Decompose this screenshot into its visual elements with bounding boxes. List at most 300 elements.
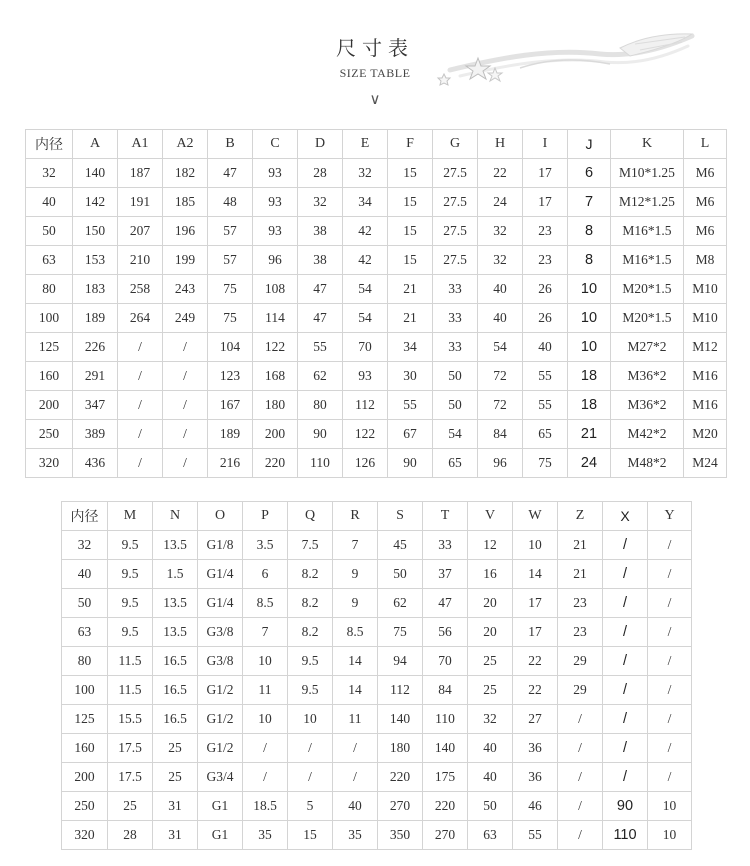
table-cell: M8 — [684, 246, 727, 275]
table-cell: / — [163, 449, 208, 478]
column-header: K — [611, 130, 684, 159]
table-cell: 55 — [388, 391, 433, 420]
table-cell: 55 — [513, 821, 558, 850]
table-row — [62, 705, 692, 734]
table-cell: 15.5 — [108, 705, 153, 734]
table-cell: 8 — [568, 246, 611, 275]
table-row — [62, 647, 692, 676]
table-cell: 84 — [423, 676, 468, 705]
table-cell: 75 — [378, 618, 423, 647]
table-cell: 15 — [288, 821, 333, 850]
table-cell: 32 — [62, 531, 108, 560]
table-cell: 100 — [26, 304, 73, 333]
table-cell: 10 — [288, 705, 333, 734]
table-cell: 27.5 — [433, 188, 478, 217]
table-cell: 32 — [468, 705, 513, 734]
table-cell: 25 — [153, 734, 198, 763]
table-cell: 196 — [163, 217, 208, 246]
table-cell: 18 — [568, 391, 611, 420]
column-header: 内径 — [62, 502, 108, 531]
table-cell: 142 — [73, 188, 118, 217]
table-cell: 126 — [343, 449, 388, 478]
table-cell: 11 — [333, 705, 378, 734]
table-cell: 48 — [208, 188, 253, 217]
table-cell: 25 — [468, 676, 513, 705]
table-cell: 29 — [558, 676, 603, 705]
table-cell: 5 — [288, 792, 333, 821]
table-cell: 32 — [26, 159, 73, 188]
table-cell: M48*2 — [611, 449, 684, 478]
table-cell: 220 — [423, 792, 468, 821]
table-cell: 249 — [163, 304, 208, 333]
table-cell: 220 — [378, 763, 423, 792]
table-cell: / — [333, 763, 378, 792]
table-cell: 62 — [378, 589, 423, 618]
table-cell: 270 — [423, 821, 468, 850]
table-cell: 8 — [568, 217, 611, 246]
table-cell: 8.5 — [243, 589, 288, 618]
table-cell: 54 — [478, 333, 523, 362]
table-cell: / — [118, 391, 163, 420]
column-header: R — [333, 502, 378, 531]
table-cell: 42 — [343, 246, 388, 275]
table-cell: 112 — [378, 676, 423, 705]
table-cell: 200 — [62, 763, 108, 792]
table-cell: / — [118, 420, 163, 449]
page-header — [0, 0, 750, 120]
table-cell: M24 — [684, 449, 727, 478]
table-cell: M27*2 — [611, 333, 684, 362]
table-cell: 47 — [423, 589, 468, 618]
table-cell: 123 — [208, 362, 253, 391]
table-cell: 17.5 — [108, 763, 153, 792]
table-cell: 291 — [73, 362, 118, 391]
table-cell: 50 — [433, 391, 478, 420]
table-cell: G3/8 — [198, 618, 243, 647]
table-cell: / — [603, 560, 648, 589]
table-cell: 62 — [298, 362, 343, 391]
table-cell: / — [603, 589, 648, 618]
table-row — [26, 275, 727, 304]
table-cell: 258 — [118, 275, 163, 304]
table-cell: 122 — [343, 420, 388, 449]
table-cell: 33 — [433, 333, 478, 362]
table-cell: 24 — [568, 449, 611, 478]
table-cell: 3.5 — [243, 531, 288, 560]
table-cell: M16*1.5 — [611, 217, 684, 246]
table-cell: / — [603, 705, 648, 734]
table-cell: 35 — [243, 821, 288, 850]
table-cell: 33 — [433, 275, 478, 304]
table-cell: / — [648, 734, 692, 763]
table-cell: 10 — [513, 531, 558, 560]
table-cell: 55 — [523, 362, 568, 391]
table-cell: M20 — [684, 420, 727, 449]
table-cell: 122 — [253, 333, 298, 362]
table-cell: 199 — [163, 246, 208, 275]
table-cell: / — [603, 531, 648, 560]
table-cell: 153 — [73, 246, 118, 275]
table-cell: M12*1.25 — [611, 188, 684, 217]
column-header: A1 — [118, 130, 163, 159]
table-cell: 8.2 — [288, 589, 333, 618]
table-cell: 350 — [378, 821, 423, 850]
table-cell: / — [648, 560, 692, 589]
table-cell: / — [603, 676, 648, 705]
table-cell: 10 — [568, 304, 611, 333]
table-cell: / — [118, 449, 163, 478]
table-cell: M20*1.5 — [611, 275, 684, 304]
table-cell: G1 — [198, 821, 243, 850]
table-cell: 110 — [423, 705, 468, 734]
table-cell: 54 — [343, 304, 388, 333]
table-cell: 114 — [253, 304, 298, 333]
table-cell: 183 — [73, 275, 118, 304]
table-cell: 17 — [523, 159, 568, 188]
column-header: L — [684, 130, 727, 159]
table-cell: 26 — [523, 275, 568, 304]
table-cell: 110 — [298, 449, 343, 478]
table-cell: 34 — [388, 333, 433, 362]
table-cell: 207 — [118, 217, 163, 246]
table-cell: 14 — [333, 676, 378, 705]
table-cell: 96 — [253, 246, 298, 275]
table-cell: 226 — [73, 333, 118, 362]
table-cell: 54 — [433, 420, 478, 449]
table-row — [26, 246, 727, 275]
table-cell: / — [558, 734, 603, 763]
table-cell: 20 — [468, 589, 513, 618]
table-row — [62, 531, 692, 560]
table-cell: 6 — [243, 560, 288, 589]
table-cell: / — [648, 618, 692, 647]
table-cell: 21 — [568, 420, 611, 449]
table-cell: 9 — [333, 560, 378, 589]
table-cell: M36*2 — [611, 391, 684, 420]
table-cell: 90 — [603, 792, 648, 821]
table-cell: 27.5 — [433, 159, 478, 188]
table-cell: G1/4 — [198, 589, 243, 618]
table-cell: / — [288, 763, 333, 792]
table-cell: 22 — [513, 676, 558, 705]
table-cell: 27 — [513, 705, 558, 734]
table-cell: 63 — [26, 246, 73, 275]
table-cell: G3/4 — [198, 763, 243, 792]
table-row — [62, 676, 692, 705]
table-cell: 32 — [298, 188, 343, 217]
table-cell: 168 — [253, 362, 298, 391]
table-cell: 140 — [423, 734, 468, 763]
column-header: A2 — [163, 130, 208, 159]
table-cell: 17 — [523, 188, 568, 217]
table-cell: 50 — [26, 217, 73, 246]
table-cell: G1/2 — [198, 705, 243, 734]
table-cell: 40 — [62, 560, 108, 589]
table-cell: 9.5 — [108, 618, 153, 647]
table-cell: 33 — [423, 531, 468, 560]
table-row — [26, 362, 727, 391]
table-cell: / — [333, 734, 378, 763]
column-header: P — [243, 502, 288, 531]
table-cell: / — [558, 792, 603, 821]
table-cell: 93 — [343, 362, 388, 391]
table-cell: 7 — [333, 531, 378, 560]
table-cell: 9.5 — [288, 647, 333, 676]
table-cell: 93 — [253, 217, 298, 246]
table-cell: 140 — [378, 705, 423, 734]
table-cell: 13.5 — [153, 589, 198, 618]
table-cell: 180 — [378, 734, 423, 763]
table-cell: / — [163, 333, 208, 362]
table-cell: 21 — [558, 560, 603, 589]
table-cell: 150 — [73, 217, 118, 246]
table-cell: 15 — [388, 188, 433, 217]
table-cell: 11.5 — [108, 676, 153, 705]
column-header: E — [343, 130, 388, 159]
table-cell: 9 — [333, 589, 378, 618]
table-cell: 40 — [333, 792, 378, 821]
table-cell: 72 — [478, 391, 523, 420]
column-header: A — [73, 130, 118, 159]
table-cell: / — [648, 763, 692, 792]
table-cell: 14 — [333, 647, 378, 676]
table-cell: / — [603, 618, 648, 647]
table-cell: 25 — [108, 792, 153, 821]
column-header: J — [568, 130, 611, 159]
table-cell: 10 — [243, 647, 288, 676]
table-row — [62, 792, 692, 821]
table-cell: / — [118, 333, 163, 362]
table-cell: 80 — [298, 391, 343, 420]
table-cell: M20*1.5 — [611, 304, 684, 333]
table-cell: 7 — [243, 618, 288, 647]
table-cell: 50 — [468, 792, 513, 821]
table-cell: 250 — [26, 420, 73, 449]
title-english: SIZE TABLE — [339, 66, 411, 80]
table-cell: / — [243, 734, 288, 763]
table-cell: / — [648, 676, 692, 705]
table-row — [62, 821, 692, 850]
table-cell: 210 — [118, 246, 163, 275]
table-cell: 16.5 — [153, 676, 198, 705]
table-cell: 47 — [298, 275, 343, 304]
column-header: B — [208, 130, 253, 159]
table-cell: G1/2 — [198, 676, 243, 705]
table-cell: 10 — [568, 275, 611, 304]
table-row — [26, 333, 727, 362]
table-row — [62, 560, 692, 589]
table-cell: 46 — [513, 792, 558, 821]
table-cell: 9.5 — [108, 531, 153, 560]
decorative-stars-swoosh-icon — [430, 28, 700, 98]
table-cell: / — [558, 821, 603, 850]
table-row — [26, 391, 727, 420]
table-cell: 10 — [243, 705, 288, 734]
table-cell: / — [648, 531, 692, 560]
table-cell: 47 — [208, 159, 253, 188]
chevron-down-icon: ∨ — [369, 90, 381, 108]
column-header: O — [198, 502, 243, 531]
table-cell: 80 — [62, 647, 108, 676]
table-row — [62, 618, 692, 647]
table-cell: 27.5 — [433, 217, 478, 246]
table-cell: 32 — [478, 217, 523, 246]
column-header: H — [478, 130, 523, 159]
table-cell: 55 — [298, 333, 343, 362]
column-header: W — [513, 502, 558, 531]
column-header: C — [253, 130, 298, 159]
table-cell: 187 — [118, 159, 163, 188]
table-cell: 270 — [378, 792, 423, 821]
table-cell: 63 — [468, 821, 513, 850]
column-header: G — [433, 130, 478, 159]
table-cell: 16.5 — [153, 647, 198, 676]
column-header: D — [298, 130, 343, 159]
column-header: Z — [558, 502, 603, 531]
table-cell: 9.5 — [288, 676, 333, 705]
table-row — [26, 449, 727, 478]
table-cell: / — [648, 589, 692, 618]
table-cell: 67 — [388, 420, 433, 449]
table-cell: 18 — [568, 362, 611, 391]
table-cell: 70 — [423, 647, 468, 676]
table-cell: / — [118, 362, 163, 391]
table-cell: M10 — [684, 275, 727, 304]
column-header: Y — [648, 502, 692, 531]
column-header: Q — [288, 502, 333, 531]
column-header: S — [378, 502, 423, 531]
table-cell: G3/8 — [198, 647, 243, 676]
table-cell: 17 — [513, 618, 558, 647]
table-cell: 94 — [378, 647, 423, 676]
table-cell: 200 — [26, 391, 73, 420]
table-cell: 10 — [648, 821, 692, 850]
table-cell: 1.5 — [153, 560, 198, 589]
table-cell: 21 — [388, 275, 433, 304]
table-cell: 320 — [62, 821, 108, 850]
table-cell: 30 — [388, 362, 433, 391]
table-row — [62, 763, 692, 792]
table-cell: 29 — [558, 647, 603, 676]
table-cell: 34 — [343, 188, 388, 217]
column-header: I — [523, 130, 568, 159]
table-cell: M16 — [684, 391, 727, 420]
table-cell: 27.5 — [433, 246, 478, 275]
table-cell: / — [163, 420, 208, 449]
table-cell: M6 — [684, 159, 727, 188]
table-cell: 57 — [208, 246, 253, 275]
table-cell: 13.5 — [153, 531, 198, 560]
column-header: N — [153, 502, 198, 531]
table-cell: 16.5 — [153, 705, 198, 734]
table-cell: 57 — [208, 217, 253, 246]
table-cell: 108 — [253, 275, 298, 304]
table-cell: 65 — [433, 449, 478, 478]
table-cell: M36*2 — [611, 362, 684, 391]
table-cell: 12 — [468, 531, 513, 560]
table-cell: 84 — [478, 420, 523, 449]
table-row — [26, 304, 727, 333]
table-cell: 220 — [253, 449, 298, 478]
table-cell: 28 — [108, 821, 153, 850]
table-cell: / — [163, 362, 208, 391]
table-cell: 63 — [62, 618, 108, 647]
table-cell: 436 — [73, 449, 118, 478]
table-cell: 75 — [208, 275, 253, 304]
table-cell: 191 — [118, 188, 163, 217]
column-header: V — [468, 502, 513, 531]
table-cell: 40 — [478, 275, 523, 304]
table-cell: 22 — [513, 647, 558, 676]
table-cell: 185 — [163, 188, 208, 217]
table-cell: G1 — [198, 792, 243, 821]
table-cell: 21 — [558, 531, 603, 560]
table-cell: 38 — [298, 246, 343, 275]
table-cell: / — [648, 647, 692, 676]
table-cell: 9.5 — [108, 589, 153, 618]
table-cell: 36 — [513, 734, 558, 763]
table-cell: 10 — [568, 333, 611, 362]
table-cell: M10 — [684, 304, 727, 333]
table-row — [62, 589, 692, 618]
table-cell: / — [558, 763, 603, 792]
table-cell: 14 — [513, 560, 558, 589]
table-cell: 25 — [468, 647, 513, 676]
table-cell: 10 — [648, 792, 692, 821]
table-cell: 40 — [523, 333, 568, 362]
table-cell: 22 — [478, 159, 523, 188]
column-header: 内径 — [26, 130, 73, 159]
table-cell: 15 — [388, 217, 433, 246]
table-cell: 40 — [468, 763, 513, 792]
table-cell: 56 — [423, 618, 468, 647]
title-chinese: 尺寸表 — [336, 38, 414, 60]
table-cell: 200 — [253, 420, 298, 449]
table-cell: 37 — [423, 560, 468, 589]
table-cell: M16 — [684, 362, 727, 391]
table-cell: 189 — [73, 304, 118, 333]
table-cell: 93 — [253, 188, 298, 217]
table-cell: 65 — [523, 420, 568, 449]
table-cell: 32 — [478, 246, 523, 275]
table-cell: / — [648, 705, 692, 734]
table-row — [26, 217, 727, 246]
table-cell: 347 — [73, 391, 118, 420]
table-cell: 50 — [62, 589, 108, 618]
table-cell: 23 — [558, 589, 603, 618]
table-cell: 54 — [343, 275, 388, 304]
column-header: M — [108, 502, 153, 531]
table-cell: 110 — [603, 821, 648, 850]
table-cell: 167 — [208, 391, 253, 420]
table-cell: M10*1.25 — [611, 159, 684, 188]
table-row — [26, 159, 727, 188]
table-cell: 243 — [163, 275, 208, 304]
table-cell: 216 — [208, 449, 253, 478]
table-cell: 182 — [163, 159, 208, 188]
table-cell: 36 — [513, 763, 558, 792]
table-cell: 50 — [378, 560, 423, 589]
table-cell: 320 — [26, 449, 73, 478]
table-cell: 40 — [26, 188, 73, 217]
table-cell: 23 — [523, 246, 568, 275]
table-cell: 23 — [558, 618, 603, 647]
column-header: X — [603, 502, 648, 531]
table-cell: 90 — [298, 420, 343, 449]
table-cell: 96 — [478, 449, 523, 478]
table-cell: 45 — [378, 531, 423, 560]
table-cell: 15 — [388, 159, 433, 188]
